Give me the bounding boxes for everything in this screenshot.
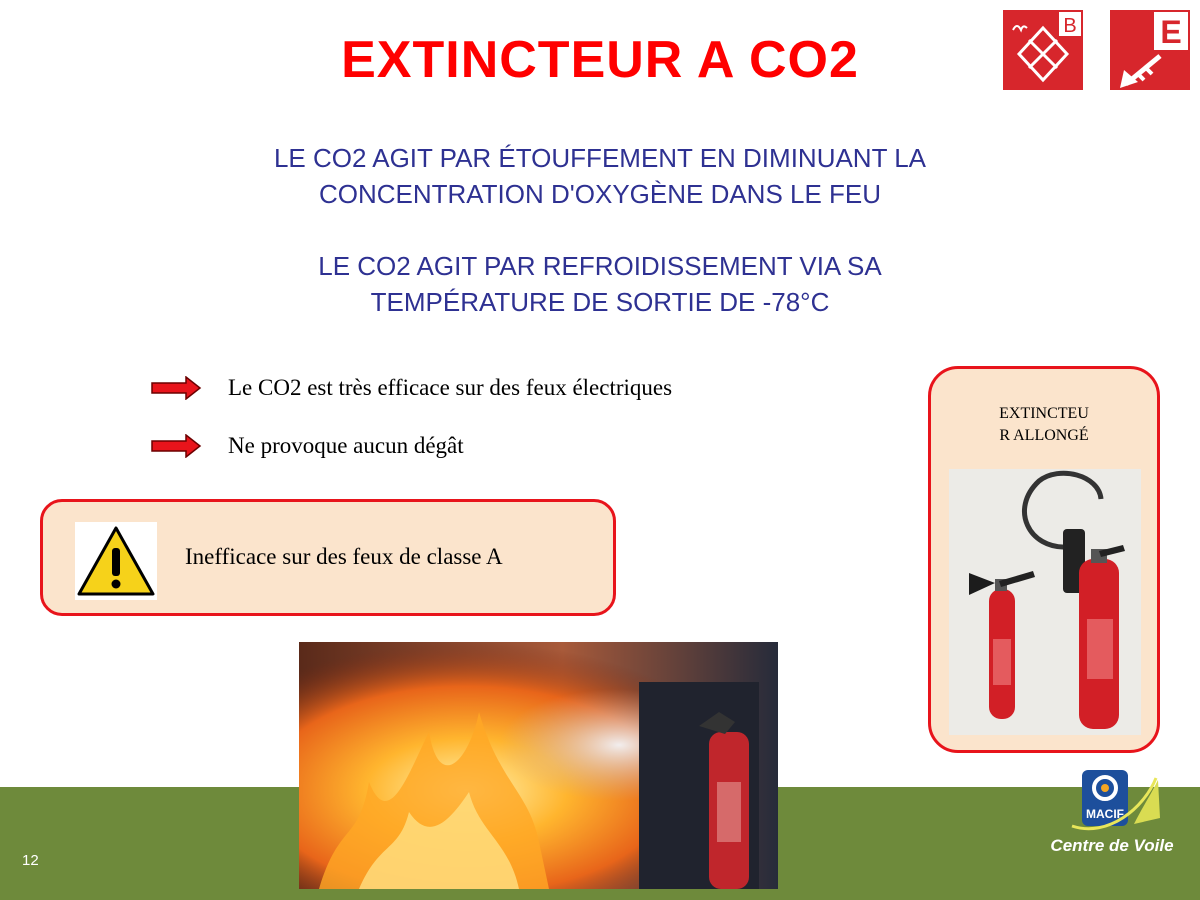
centre-de-voile-label: Centre de Voile <box>1050 836 1174 855</box>
extinguishers-photo <box>949 469 1141 735</box>
fire-class-e-icon <box>1110 10 1190 90</box>
warning-triangle-icon <box>75 522 157 600</box>
subtitle-cooling-line1: LE CO2 AGIT PAR REFROIDISSEMENT VIA SA <box>318 251 882 281</box>
right-arrow-icon <box>150 434 202 458</box>
macif-logo-brand: MACIF <box>1086 807 1124 821</box>
fire-extinguishing-photo <box>299 642 778 889</box>
bullet-text: Le CO2 est très efficace sur des feux électriques <box>228 375 673 400</box>
right-arrow-icon <box>150 376 202 400</box>
fire-class-b-icon <box>1003 10 1083 90</box>
bullet-item <box>150 426 464 466</box>
slide-title: EXTINCTEUR A CO2 <box>341 31 859 89</box>
extinguisher-caption <box>931 403 1157 447</box>
subtitle-smothering <box>150 140 1050 212</box>
extinguisher-panel <box>928 366 1160 753</box>
extinguisher-caption-line2: R ALLONGÉ <box>999 427 1089 444</box>
bullet-item <box>150 368 672 408</box>
class-b-letter: B <box>1063 15 1077 37</box>
subtitle-smothering-line2: CONCENTRATION D'OXYGÈNE DANS LE FEU <box>318 179 882 209</box>
class-e-letter: E <box>1160 14 1182 50</box>
extinguisher-caption-line1: EXTINCTEU <box>999 405 1089 422</box>
subtitle-cooling <box>150 248 1050 320</box>
page-number: 12 <box>22 852 39 869</box>
warning-text: Inefficace sur des feux de classe A <box>185 544 503 569</box>
warning-box <box>40 499 616 616</box>
subtitle-smothering-line1: LE CO2 AGIT PAR ÉTOUFFEMENT EN DIMINUANT LA <box>273 143 927 173</box>
subtitle-cooling-line2: TEMPÉRATURE DE SORTIE DE -78°C <box>370 287 830 317</box>
bullet-text: Ne provoque aucun dégât <box>228 433 464 458</box>
